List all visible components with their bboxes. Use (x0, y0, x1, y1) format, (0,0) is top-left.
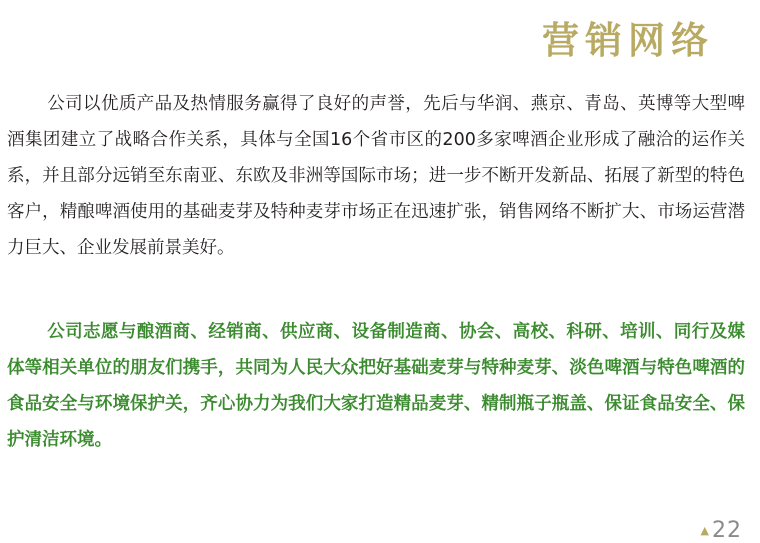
invitation-paragraph: 公司志愿与酿酒商、经销商、供应商、设备制造商、协会、高校、科研、培训、同行及媒体等相关单位的朋友们携手，共同为人民大众把好基础麦芽与特种麦芽、淡色啤酒与特色啤酒的食品安全与环境保护关，齐心协力为我们大家打造精品麦芽、精制瓶子瓶盖、保证食品安全、保护清洁环境。 (7, 322, 745, 450)
page-number: 22 (712, 518, 742, 543)
page-marker-icon: ▲ (700, 524, 710, 537)
section-title: 营销网络 (542, 19, 714, 62)
intro-paragraph: 公司以优质产品及热情服务赢得了良好的声誉，先后与华润、燕京、青岛、英博等大型啤酒集团建立了战略合作关系，具体与全国16个省市区的200多家啤酒企业形成了融洽的运作关系，并且部分远销至东南亚、东欧及非洲等国际市场；进一步不断开发新品、拓展了新型的特色客户，精酿啤酒使用的基础麦芽及特种麦芽市场正在迅速扩张，销售网络不断扩大、市场运营潜力巨大、企业发展前景美好。 (7, 94, 745, 258)
page-number-area (701, 519, 742, 543)
